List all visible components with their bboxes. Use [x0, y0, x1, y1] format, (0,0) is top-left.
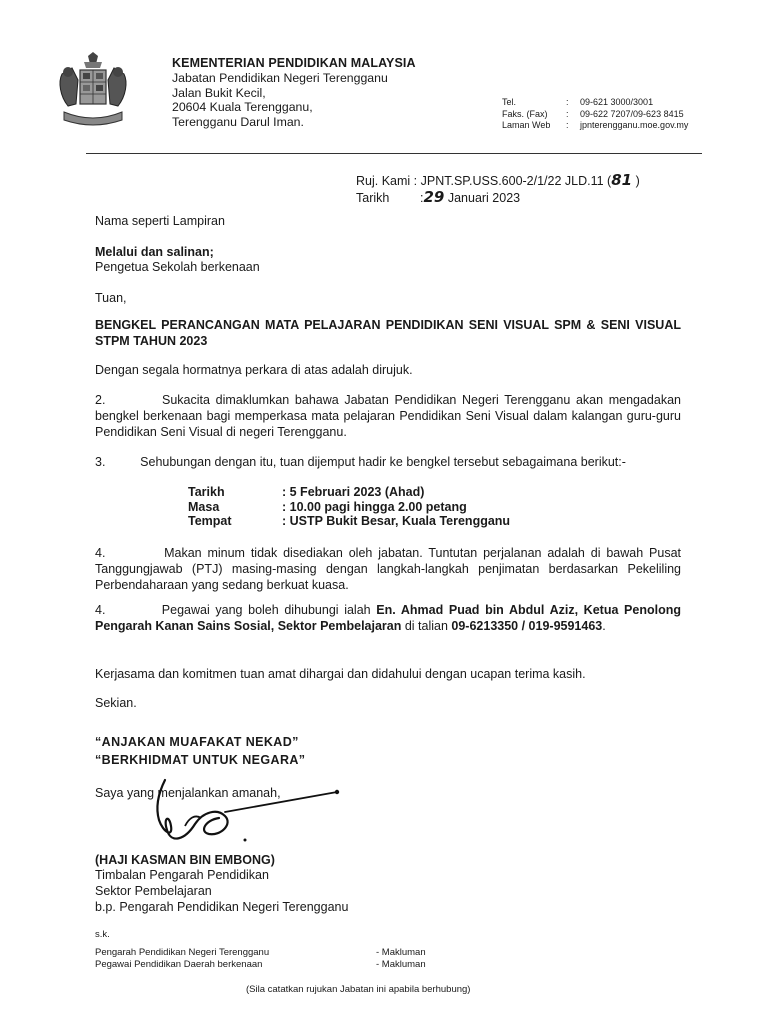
- motto-1: “ANJAKAN MUAFAKAT NEKAD”: [95, 735, 299, 749]
- contact-phone: 09-6213350 / 019-9591463: [451, 619, 603, 633]
- via-recipient: Pengetua Sekolah berkenaan: [95, 260, 260, 274]
- address-line: Terengganu Darul Iman.: [172, 114, 304, 129]
- detail-value: : 5 Februari 2023 (Ahad): [282, 485, 425, 499]
- sk-item: [95, 947, 426, 959]
- ruj-value: : JPNT.SP.USS.600-2/1/22 JLD.11 (: [413, 174, 612, 188]
- contact-value: 09-621 3000/3001: [580, 97, 654, 107]
- tarikh-rest: Januari 2023: [444, 191, 521, 205]
- header-divider: [86, 153, 702, 154]
- sk-item: [95, 959, 426, 971]
- signatory-name: (HAJI KASMAN BIN EMBONG): [95, 853, 275, 867]
- paragraph-3: 3. Sehubungan dengan itu, tuan dijemput hadir ke bengkel tersebut sebagaimana berikut:-: [95, 455, 626, 469]
- detail-value: : 10.00 pagi hingga 2.00 petang: [282, 499, 467, 514]
- detail-label: Masa: [188, 499, 220, 514]
- paragraph-5: [95, 602, 681, 634]
- paragraph-2: 2. Sukacita dimaklumkan bahawa Jabatan Pendidikan Negeri Terengganu akan mengadakan bengkel berkenaan bagi memperkasa mata pelajaran Pendidikan Seni Visual dalam kalangan guru-guru Pendidikan Seni Visual di negeri Terengganu.: [95, 393, 681, 439]
- sk-item-name: Pegawai Pendidikan Daerah berkenaan: [95, 959, 263, 970]
- contact-tel: [502, 97, 688, 109]
- letter-title: BENGKEL PERANCANGAN MATA PELAJARAN PENDIDIKAN SENI VISUAL SPM & SENI VISUAL STPM TAHUN 2023: [95, 318, 681, 348]
- contact-separator: :: [566, 120, 569, 130]
- detail-row-tarikh: [188, 485, 510, 500]
- contact-block: [502, 97, 688, 132]
- tarikh-handwritten-day: 29: [423, 188, 445, 206]
- ruj-kami-line: [356, 172, 640, 189]
- paragraph-5-lead: 4. Pegawai yang boleh dihubungi ialah: [95, 603, 377, 617]
- sekian: Sekian.: [95, 696, 137, 710]
- detail-label: Tarikh: [188, 485, 225, 499]
- ruj-close: ): [632, 174, 640, 188]
- detail-row-masa: [188, 500, 510, 515]
- contact-separator: :: [566, 97, 569, 107]
- detail-row-tempat: [188, 514, 510, 529]
- detail-value: : USTP Bukit Besar, Kuala Terengganu: [282, 514, 511, 528]
- paragraph-5-end: .: [602, 619, 606, 633]
- contact-fax: [502, 109, 688, 121]
- sk-item-note: - Makluman: [376, 959, 426, 970]
- event-details: [188, 485, 510, 529]
- contact-label: Faks. (Fax): [502, 108, 548, 119]
- signatory-title: b.p. Pengarah Pendidikan Negeri Terengganu: [95, 900, 349, 914]
- address-line: 20604 Kuala Terengganu,: [172, 100, 313, 114]
- salutation: Tuan,: [95, 291, 127, 305]
- contact-person: En. Ahmad Puad bin Abdul Aziz, Ketua Penolong Pengarah Kanan Sains Sosial, Sektor Pembelajaran: [95, 603, 681, 633]
- tarikh-label: Tarikh: [356, 191, 390, 205]
- footer-note: (Sila catatkan rujukan Jabatan ini apabila berhubung): [246, 984, 471, 995]
- opening-paragraph: Dengan segala hormatnya perkara di atas adalah dirujuk.: [95, 363, 413, 377]
- paragraph-5-mid: di talian: [401, 619, 452, 633]
- malaysia-coat-of-arms-icon: [56, 52, 130, 132]
- detail-label: Tempat: [188, 514, 232, 528]
- motto-2: “BERKHIDMAT UNTUK NEGARA”: [95, 753, 306, 767]
- via-label: Melalui dan salinan;: [95, 245, 214, 259]
- address-line: Jabatan Pendidikan Negeri Terengganu: [172, 71, 388, 85]
- reference-block: [356, 172, 640, 206]
- contact-web: [502, 120, 688, 132]
- closing-paragraph: Kerjasama dan komitmen tuan amat dihargai dan didahului dengan ucapan terima kasih.: [95, 667, 586, 681]
- signatory-title: Sektor Pembelajaran: [95, 884, 212, 898]
- sk-item-note: - Makluman: [376, 947, 426, 958]
- contact-label: Tel.: [502, 97, 517, 107]
- contact-label: Laman Web: [502, 120, 551, 130]
- paragraph-4: 4. Makan minum tidak disediakan oleh jabatan. Tuntutan perjalanan adalah di bawah Pusat Tanggungjawab (PTJ) masing-masing dengan langkah-langkah penjimatan berdasarkan Pekeliling Perbendaharaan yang sedang berkuat kuasa.: [95, 546, 681, 592]
- contact-value: jpnterengganu.moe.gov.my: [580, 120, 689, 130]
- contact-separator: :: [566, 108, 569, 119]
- sk-list: [95, 947, 426, 971]
- org-name: KEMENTERIAN PENDIDIKAN MALAYSIA: [172, 56, 416, 70]
- handwritten-signature: [125, 778, 345, 854]
- amanah-line: Saya yang menjalankan amanah,: [95, 786, 281, 800]
- sk-label: s.k.: [95, 929, 110, 940]
- recipient: Nama seperti Lampiran: [95, 214, 225, 228]
- address-line: Jalan Bukit Kecil,: [172, 85, 266, 100]
- ruj-handwritten-number: 81: [611, 171, 633, 189]
- tarikh-separator: :: [420, 191, 424, 205]
- ruj-label: Ruj. Kami: [356, 174, 411, 188]
- contact-value: 09-622 7207/09-623 8415: [580, 108, 684, 119]
- tarikh-line: [356, 189, 640, 206]
- sk-item-name: Pengarah Pendidikan Negeri Terengganu: [95, 947, 270, 958]
- signatory-title: Timbalan Pengarah Pendidikan: [95, 868, 269, 882]
